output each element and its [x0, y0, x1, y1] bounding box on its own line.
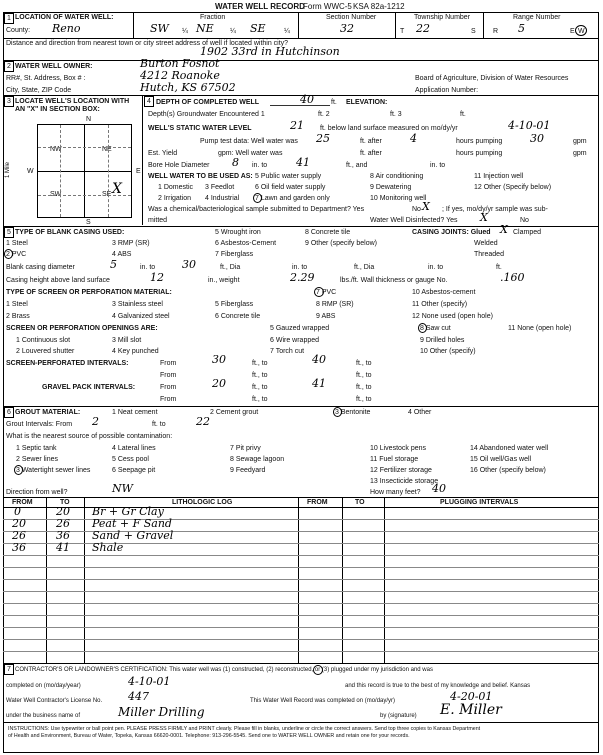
form-title: WATER WELL RECORD — [215, 2, 305, 11]
elevation-label: ELEVATION: — [346, 99, 388, 106]
contam-label: What is the nearest source of possible contamination: — [6, 433, 173, 440]
grout-neat[interactable]: 1 Neat cement — [112, 409, 158, 416]
screen-galvanized[interactable]: 4 Galvanized steel — [112, 313, 170, 320]
contam-insecticide[interactable]: 13 Insecticide storage — [370, 478, 439, 485]
business-name[interactable]: Miller Drilling — [118, 705, 205, 719]
section-number-2: 2 — [4, 61, 14, 72]
contam-fertilizer[interactable]: 12 Fertilizer storage — [370, 467, 432, 474]
log-row-from[interactable]: 36 — [12, 541, 26, 554]
township-prefix: T — [400, 28, 405, 35]
use-injection[interactable]: 11 Injection well — [474, 173, 524, 180]
groundwater-ft: ft. — [460, 111, 466, 118]
log-row-from[interactable]: 26 — [12, 529, 26, 542]
use-industrial[interactable]: 4 Industrial — [205, 195, 240, 202]
pump-test-label: Pump test data: Well water was — [200, 138, 298, 145]
openings-label: SCREEN OR PERFORATION OPENINGS ARE: — [6, 325, 158, 332]
weight-value[interactable]: 2.29 — [290, 271, 315, 284]
contam-sewer[interactable]: 2 Sewer lines — [16, 456, 59, 463]
contam-abandoned[interactable]: 14 Abandoned water well — [470, 445, 549, 452]
perf-to-label-2: ft., to — [252, 372, 268, 379]
casing-fiberglass[interactable]: 7 Fiberglass — [215, 251, 254, 258]
nw-label: NW — [50, 146, 62, 153]
blank-dia-label-2: ft., Dia — [354, 264, 375, 271]
bore-in-to-2: in. to — [430, 162, 446, 169]
certification-text: CONTRACTOR'S OR LANDOWNER'S CERTIFICATION: This water well was (1) constructed, (2) reconstructed, or (3) plugged under my jurisdiction and was — [15, 667, 433, 673]
log-row-to[interactable]: 41 — [56, 541, 70, 554]
township-label: Township Number — [414, 14, 471, 21]
clamped-option[interactable]: Clamped — [513, 229, 542, 236]
use-dewatering[interactable]: 9 Dewatering — [370, 184, 412, 191]
use-monitoring[interactable]: 10 Monitoring well — [370, 195, 427, 202]
blank-in-to: in. to — [140, 264, 156, 271]
feet-label: How many feet? — [370, 489, 421, 496]
gpm-label: gpm — [573, 138, 587, 145]
log-row-from[interactable]: 20 — [12, 517, 26, 530]
bore-diameter[interactable]: 8 — [232, 156, 239, 169]
yield-hours-label: hours pumping — [456, 150, 503, 157]
contam-oil-gas[interactable]: 15 Oil well/Gas well — [470, 456, 532, 463]
yield-gpm-label: gpm: Well water was — [218, 150, 283, 157]
open-gauzed[interactable]: 5 Gauzed wrapped — [270, 325, 330, 332]
pump-gpm[interactable]: 30 — [530, 132, 544, 145]
instructions-2: of Health and Environment, Bureau of Water, Topeka, Kansas 66620-0001. Telephone: 913-296-5545. Send one to WATER WELL OWNER and retain one for your records. — [8, 733, 410, 739]
se-label: SE — [102, 191, 112, 198]
address-value[interactable]: 4212 Roanoke — [140, 69, 220, 82]
application-label: Application Number: — [415, 87, 479, 94]
open-continuous[interactable]: 1 Continuous slot — [16, 337, 71, 344]
pump-ft-after: ft. after — [360, 138, 382, 145]
static-date[interactable]: 4-10-01 — [508, 119, 551, 132]
license-value[interactable]: 447 — [128, 690, 149, 703]
blank-to-value[interactable]: 30 — [182, 258, 196, 271]
use-lawn[interactable]: 7 Lawn and garden only — [255, 195, 330, 202]
log-row-desc[interactable]: Br + Gr Clay — [92, 505, 164, 518]
quarter-mark: ¼ — [284, 28, 290, 35]
distance-label: Distance and direction from nearest town or city street address of well if located within city? — [6, 40, 289, 47]
open-wire[interactable]: 6 Wire wrapped — [270, 337, 320, 344]
screen-pvc[interactable]: 7 PVC — [316, 289, 337, 296]
casing-asbestos[interactable]: 6 Asbestos-Cement — [215, 240, 277, 247]
address-label: RR#, St. Address, Box # : — [6, 75, 86, 82]
screen-steel[interactable]: 1 Steel — [6, 301, 28, 308]
county-label: County: — [6, 27, 31, 34]
range-e: E — [570, 28, 575, 35]
yield-label: Est. Yield — [148, 150, 178, 157]
perf-to-label-2b: ft., to — [356, 372, 372, 379]
contam-other[interactable]: 16 Other (specify below) — [470, 467, 546, 474]
open-none[interactable]: 11 None (open hole) — [508, 325, 572, 332]
sw-label: SW — [50, 191, 62, 198]
gravel-to-label-2b: ft., to — [356, 396, 372, 403]
plug-from-header: FROM — [307, 499, 328, 506]
disinfected-no[interactable]: No — [520, 217, 529, 224]
section-number-1: 1 — [4, 13, 14, 24]
section-number-value[interactable]: 32 — [340, 22, 354, 35]
south-label: S — [86, 219, 91, 226]
blank-in-to-2: in. to — [292, 264, 308, 271]
open-mill[interactable]: 3 Mill slot — [112, 337, 142, 344]
plug-to-header: TO — [355, 499, 365, 506]
height-value[interactable]: 12 — [150, 271, 164, 284]
completed-tail: and this record is true to the best of my knowledge and belief. Kansas — [345, 683, 531, 689]
depth-value[interactable]: 40 — [300, 93, 314, 106]
log-row-to[interactable]: 36 — [56, 529, 70, 542]
open-sawcut[interactable]: 8 Saw cut — [420, 325, 451, 332]
west-label: W — [27, 168, 34, 175]
grout-other[interactable]: 4 Other — [408, 409, 432, 416]
lithologic-log-header: LITHOLOGIC LOG — [172, 499, 233, 506]
bore-label: Bore Hole Diameter — [148, 162, 210, 169]
range-w[interactable]: W — [578, 28, 585, 35]
groundwater-3: ft. 3 — [390, 111, 402, 118]
casing-wrought[interactable]: 5 Wrought iron — [215, 229, 261, 236]
casing-steel[interactable]: 1 Steel — [6, 240, 28, 247]
log-to-header: TO — [60, 499, 70, 506]
perf-to-label-b: ft., to — [356, 360, 372, 367]
disinfected-label: Water Well Disinfected? Yes — [370, 217, 458, 224]
direction-value[interactable]: NW — [112, 482, 133, 495]
constructed-circle — [313, 665, 323, 675]
grout-bentonite[interactable]: 3 Bentonite — [335, 409, 371, 416]
contam-livestock[interactable]: 10 Livestock pens — [370, 445, 427, 452]
contam-septic[interactable]: 1 Septic tank — [16, 445, 57, 452]
gravel-to-label-2: ft., to — [252, 396, 268, 403]
disinfected-yes-mark: X — [480, 211, 488, 224]
blank-in-to-3: in. to — [428, 264, 444, 271]
bore-and: ft., and — [346, 162, 368, 169]
weight-label: in., weight — [208, 277, 240, 284]
use-public[interactable]: 5 Public water supply — [255, 173, 322, 180]
perf-label: SCREEN-PERFORATED INTERVALS: — [6, 360, 129, 367]
direction-label: Direction from well? — [6, 489, 68, 496]
section-number-5: 5 — [4, 227, 14, 238]
casing-concrete[interactable]: 8 Concrete tile — [305, 229, 351, 236]
signature[interactable]: E. Miller — [440, 702, 502, 718]
location-x-mark: X — [112, 181, 122, 197]
grout-to[interactable]: 22 — [196, 415, 210, 428]
township-value[interactable]: 22 — [416, 22, 430, 35]
board-label: Board of Agriculture, Division of Water Resources — [415, 75, 569, 82]
screen-none[interactable]: 12 None used (open hole) — [412, 313, 493, 320]
chem-sample-label: Was a chemical/bacteriological sample submitted to Department? Yes — [148, 206, 365, 213]
wall-label: lbs./ft. Wall thickness or gauge No. — [340, 277, 448, 284]
grout-ft-to: ft. to — [152, 421, 166, 428]
contam-feedyard[interactable]: 9 Feedyard — [230, 467, 266, 474]
quarter-3[interactable]: SE — [250, 22, 266, 35]
open-louvered[interactable]: 2 Louvered shutter — [16, 348, 75, 355]
use-domestic[interactable]: 1 Domestic — [158, 184, 194, 191]
gravel-label: GRAVEL PACK INTERVALS: — [42, 384, 136, 391]
township-suffix: S — [471, 28, 476, 35]
city-label: City, State, ZIP Code — [6, 87, 72, 94]
casing-rmp[interactable]: 3 RMP (SR) — [112, 240, 150, 247]
welded-option[interactable]: Welded — [474, 240, 498, 247]
quarter-1[interactable]: SW — [150, 22, 169, 35]
log-row-to[interactable]: 26 — [56, 517, 70, 530]
instructions-1: INSTRUCTIONS: Use typewriter or ball point pen. PLEASE PRESS FIRMLY and PRINT clearly. Please fill in blanks, underline or circle the correct answers. Send top three copies to Kansas Department — [8, 726, 481, 732]
section-number-3: 3 — [4, 96, 14, 107]
casing-label: TYPE OF BLANK CASING USED: — [15, 229, 125, 236]
screen-asbestos[interactable]: 10 Asbestos-cement — [412, 289, 476, 296]
wall-value[interactable]: .160 — [500, 271, 525, 284]
use-feedlot[interactable]: 3 Feedlot — [205, 184, 235, 191]
perf-from-label-2: From — [160, 372, 177, 379]
screen-other[interactable]: 11 Other (specify) — [412, 301, 468, 308]
county-value[interactable]: Reno — [52, 22, 81, 35]
use-air[interactable]: 8 Air conditioning — [370, 173, 424, 180]
yield-gpm-end: gpm — [573, 150, 587, 157]
use-other[interactable]: 12 Other (Specify below) — [474, 184, 552, 191]
owner-label: WATER WELL OWNER: — [15, 63, 93, 70]
record-date[interactable]: 4-20-01 — [450, 690, 493, 703]
screen-stainless[interactable]: 3 Stainless steel — [112, 301, 163, 308]
gravel-to-label: ft., to — [252, 384, 268, 391]
record-completed-label: This Water Well Record was completed on (mo/day/yr) — [250, 698, 396, 704]
log-row-desc[interactable]: Shale — [92, 541, 124, 554]
chem-tail: ; If yes, mo/dy/yr sample was sub- — [442, 206, 548, 213]
blank-ft-end: ft. — [496, 264, 502, 271]
casing-pvc[interactable]: 2 PVC — [6, 251, 27, 258]
section-number-label: Section Number — [326, 14, 377, 21]
grout-from[interactable]: 2 — [92, 415, 99, 428]
static-level-label: WELL'S STATIC WATER LEVEL — [148, 125, 252, 132]
perf-from[interactable]: 30 — [212, 353, 226, 366]
quarter-2[interactable]: NE — [196, 22, 214, 35]
depth-ft: ft. — [331, 99, 337, 106]
feet-value[interactable]: 40 — [432, 482, 446, 495]
pump-well-water[interactable]: 25 — [316, 132, 330, 145]
log-row-desc[interactable]: Sand + Gravel — [92, 529, 174, 542]
locate-label-1: LOCATE WELL'S LOCATION WITH — [15, 98, 130, 105]
groundwater-label: Depth(s) Groundwater Encountered 1 — [148, 111, 265, 118]
joints-label: CASING JOINTS: Glued — [412, 229, 491, 236]
groundwater-2: ft. 2 — [318, 111, 330, 118]
height-label: Casing height above land surface — [6, 277, 110, 284]
range-label: Range Number — [513, 14, 561, 21]
contam-lagoon[interactable]: 8 Sewage lagoon — [230, 456, 285, 463]
locate-label-2: AN "X" IN SECTION BOX: — [15, 106, 100, 113]
open-torch[interactable]: 7 Torch cut — [270, 348, 305, 355]
ne-label: NE — [102, 146, 112, 153]
open-other[interactable]: 10 Other (specify) — [420, 348, 476, 355]
use-label: WELL WATER TO BE USED AS: — [148, 173, 253, 180]
quarter-mark: ¼ — [230, 28, 236, 35]
distance-value[interactable]: 1902 33rd in Hutchinson — [200, 45, 340, 58]
perf-from-label: From — [160, 360, 177, 367]
gravel-from[interactable]: 20 — [212, 377, 226, 390]
gravel-from-label-2: From — [160, 396, 177, 403]
perf-to-label: ft., to — [252, 360, 268, 367]
use-irrigation[interactable]: 2 Irrigation — [158, 195, 192, 202]
gravel-to[interactable]: 41 — [312, 377, 326, 390]
range-prefix: R — [493, 28, 499, 35]
screen-label: TYPE OF SCREEN OR PERFORATION MATERIAL: — [6, 289, 172, 296]
blank-dia-label: ft., Dia — [220, 264, 241, 271]
open-key[interactable]: 4 Key punched — [112, 348, 159, 355]
screen-brass[interactable]: 2 Brass — [6, 313, 30, 320]
gravel-from-label: From — [160, 384, 177, 391]
signature-label: by (signature) — [380, 713, 417, 719]
perf-to[interactable]: 40 — [312, 353, 326, 366]
blank-diameter-value[interactable]: 5 — [110, 258, 117, 271]
casing-other[interactable]: 9 Other (specify below) — [305, 240, 377, 247]
depth-label: DEPTH OF COMPLETED WELL — [156, 99, 260, 106]
screen-rmp[interactable]: 8 RMP (SR) — [316, 301, 354, 308]
blank-diameter-label: Blank casing diameter — [6, 264, 75, 271]
casing-abs[interactable]: 4 ABS — [112, 251, 132, 258]
contam-lateral[interactable]: 4 Lateral lines — [112, 445, 156, 452]
grout-cement[interactable]: 2 Cement grout — [210, 409, 259, 416]
threaded-option[interactable]: Threaded — [474, 251, 504, 258]
static-level-value[interactable]: 21 — [290, 119, 304, 132]
bore-in-to: in. to — [252, 162, 268, 169]
contam-cess[interactable]: 5 Cess pool — [112, 456, 149, 463]
form-number: Form WWC-5 — [303, 2, 352, 11]
contam-watertight[interactable]: 3 Watertight sewer lines — [16, 467, 91, 474]
owner-value[interactable]: Burton Fosnot — [140, 57, 220, 70]
yield-ft-after: ft. after — [360, 150, 382, 157]
grout-label: GROUT MATERIAL: — [15, 409, 81, 416]
section-number-6: 6 — [4, 407, 14, 418]
bore-depth[interactable]: 41 — [296, 156, 310, 169]
screen-fiberglass[interactable]: 5 Fiberglass — [215, 301, 254, 308]
log-row-desc[interactable]: Peat + F Sand — [92, 517, 172, 530]
completed-date[interactable]: 4-10-01 — [128, 675, 171, 688]
range-value[interactable]: 5 — [518, 22, 525, 35]
open-drilled[interactable]: 9 Drilled holes — [420, 337, 465, 344]
section-number-7: 7 — [4, 664, 14, 675]
log-row-from[interactable]: 0 — [14, 505, 21, 518]
grout-interval-label: Grout Intervals: From — [6, 421, 73, 428]
log-row-to[interactable]: 20 — [56, 505, 70, 518]
section-number-4: 4 — [144, 96, 154, 107]
gravel-to-label-b: ft., to — [356, 384, 372, 391]
use-oilfield[interactable]: 6 Oil field water supply — [255, 184, 326, 191]
completed-label: completed on (mo/day/year) — [6, 683, 81, 689]
mile-label: 1 Mile — [5, 161, 11, 178]
chem-no[interactable]: No — [412, 206, 421, 213]
license-label: Water Well Contractor's License No. — [6, 698, 103, 704]
contam-fuel[interactable]: 11 Fuel storage — [370, 456, 419, 463]
north-label: N — [86, 116, 92, 123]
east-label: E — [136, 168, 141, 175]
screen-abs[interactable]: 9 ABS — [316, 313, 336, 320]
screen-concrete[interactable]: 6 Concrete tile — [215, 313, 261, 320]
city-value[interactable]: Hutch, KS 67502 — [140, 81, 236, 94]
location-heading: LOCATION OF WATER WELL: — [15, 14, 114, 21]
hours-pumping-label: hours pumping — [456, 138, 503, 145]
contam-seepage[interactable]: 6 Seepage pit — [112, 467, 156, 474]
static-measured-label: ft. below land surface measured on mo/dy/yr — [320, 125, 458, 132]
fraction-label: Fraction — [200, 14, 226, 21]
ksa-reference: KSA 82a-1212 — [353, 2, 405, 11]
glued-mark: X — [500, 223, 508, 236]
contam-pit[interactable]: 7 Pit privy — [230, 445, 261, 452]
chem-no-mark: X — [422, 200, 430, 213]
quarter-mark: ¼ — [182, 28, 188, 35]
log-from-header: FROM — [12, 499, 33, 506]
business-label: under the business name of — [6, 713, 81, 719]
pump-hours[interactable]: 4 — [410, 132, 417, 145]
mitted-label: mitted — [148, 217, 168, 224]
plugging-header: PLUGGING INTERVALS — [440, 499, 519, 506]
